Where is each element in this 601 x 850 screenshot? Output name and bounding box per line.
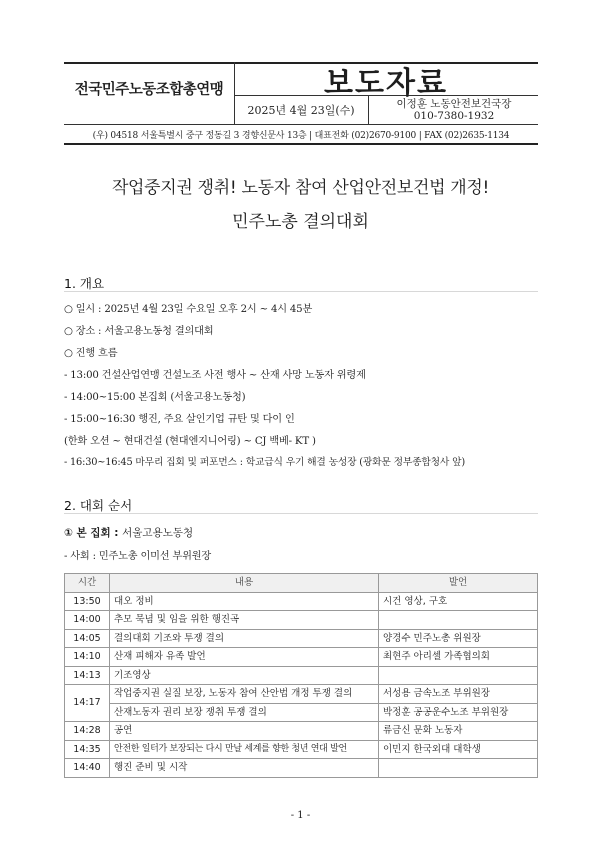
- overview-line: - 15:00~16:30 행진, 주요 살인기업 규탄 및 다이 인: [64, 414, 295, 425]
- column-header-time: 시간: [65, 574, 110, 593]
- section-rule: [64, 513, 538, 514]
- document-subtitle: 민주노총 결의대회: [232, 212, 369, 232]
- cell-time: 14:10: [65, 648, 110, 667]
- cell-content: 기조영상: [110, 666, 379, 685]
- press-release-label: 보도자료: [324, 66, 448, 101]
- section-heading-overview: 1. 개요: [64, 276, 105, 291]
- header-bottom-rule: [64, 143, 538, 145]
- cell-speaker: [379, 611, 538, 630]
- table-row: [65, 592, 538, 611]
- column-header-speaker: 발언: [379, 574, 538, 593]
- cell-time: 14:13: [65, 666, 110, 685]
- cell-speaker: 이민지 한국외대 대학생: [379, 740, 538, 759]
- cell-content: 작업중지권 실질 보장, 노동자 참여 산안법 개정 투쟁 결의: [110, 685, 379, 704]
- overview-line: - 14:00~15:00 본집회 (서울고용노동청): [64, 392, 246, 403]
- overview-line: (한화 오션 ~ 현대건설 (현대엔지니어링) ~ CJ 백베- KT ): [64, 436, 316, 447]
- address-line: (우) 04518 서울특별시 중구 정동길 3 경향신문사 13층 | 대표전화 (02)2670-9100 | FAX (02)2635-1134: [92, 131, 510, 141]
- table-row: [65, 611, 538, 630]
- section-heading-order: 2. 대회 순서: [64, 498, 133, 513]
- cell-speaker: 양경수 민주노총 위원장: [379, 629, 538, 648]
- cell-time: 14:17: [65, 685, 110, 722]
- release-date: 2025년 4월 23일(수): [247, 104, 355, 117]
- table-row: [65, 648, 538, 667]
- cell-speaker: 류금신 문화 노동자: [379, 722, 538, 741]
- main-rally-label: ① 본 집회 :: [64, 527, 123, 539]
- page-number: - 1 -: [290, 810, 311, 821]
- cell-content: 공연: [110, 722, 379, 741]
- schedule-table: [64, 573, 538, 778]
- main-rally-location: 서울고용노동청: [122, 527, 194, 539]
- cell-content: 추모 묵념 및 임을 위한 행진곡: [110, 611, 379, 630]
- cell-time: 13:50: [65, 592, 110, 611]
- table-row: [65, 666, 538, 685]
- column-header-content: 내용: [110, 574, 379, 593]
- cell-content: 안전한 일터가 보장되는 다시 만날 세계를 향한 청년 연대 발언: [110, 740, 379, 759]
- table-row: [65, 629, 538, 648]
- cell-content: 산재 피해자 유족 발언: [110, 648, 379, 667]
- cell-speaker: [379, 666, 538, 685]
- overview-line: ○ 일시 : 2025년 4월 23일 수요일 오후 2시 ~ 4시 45분: [64, 304, 313, 315]
- cell-content: 대오 정비: [110, 592, 379, 611]
- cell-time: 14:05: [65, 629, 110, 648]
- table-header-row: [65, 574, 538, 593]
- table-row: [65, 740, 538, 759]
- overview-line: ○ 진행 흐름: [64, 348, 118, 359]
- table-row: [65, 722, 538, 741]
- contact-name: 이정훈 노동안전보건국장: [396, 98, 512, 110]
- overview-line: ○ 장소 : 서울고용노동청 결의대회: [64, 326, 214, 337]
- contact-phone: 010-7380-1932: [413, 110, 495, 122]
- cell-speaker: 최현주 아리셀 가족협의회: [379, 648, 538, 667]
- table-row: [65, 685, 538, 704]
- cell-speaker: [379, 759, 538, 778]
- section-rule: [64, 291, 538, 292]
- table-row: [65, 759, 538, 778]
- cell-speaker: 박정훈 공공운수노조 부위원장: [379, 703, 538, 722]
- cell-content: 행진 준비 및 시작: [110, 759, 379, 778]
- document-title: 작업중지권 쟁취! 노동자 참여 산업안전보건법 개정!: [111, 178, 490, 198]
- cell-speaker: 서성용 금속노조 부위원장: [379, 685, 538, 704]
- overview-line: - 16:30~16:45 마무리 집회 및 퍼포먼스 : 학교급식 우기 해결 농성장 (광화문 정부종합청사 앞): [64, 457, 465, 468]
- table-row: [65, 703, 538, 722]
- cell-time: 14:35: [65, 740, 110, 759]
- header-rule: [64, 124, 538, 125]
- organization-name: 전국민주노동조합총연맹: [74, 82, 224, 98]
- cell-time: 14:40: [65, 759, 110, 778]
- host-line: - 사회 : 민주노총 이미선 부위원장: [64, 551, 211, 562]
- cell-content: 결의대회 기조와 투쟁 결의: [110, 629, 379, 648]
- overview-line: - 13:00 건설산업연맹 건설노조 사전 행사 ~ 산재 사망 노동자 위령제: [64, 370, 366, 381]
- cell-time: 14:00: [65, 611, 110, 630]
- cell-speaker: 시건 영상, 구호: [379, 592, 538, 611]
- cell-content: 산재노동자 권리 보장 쟁취 투쟁 결의: [110, 703, 379, 722]
- cell-time: 14:28: [65, 722, 110, 741]
- main-rally-heading: [64, 525, 193, 540]
